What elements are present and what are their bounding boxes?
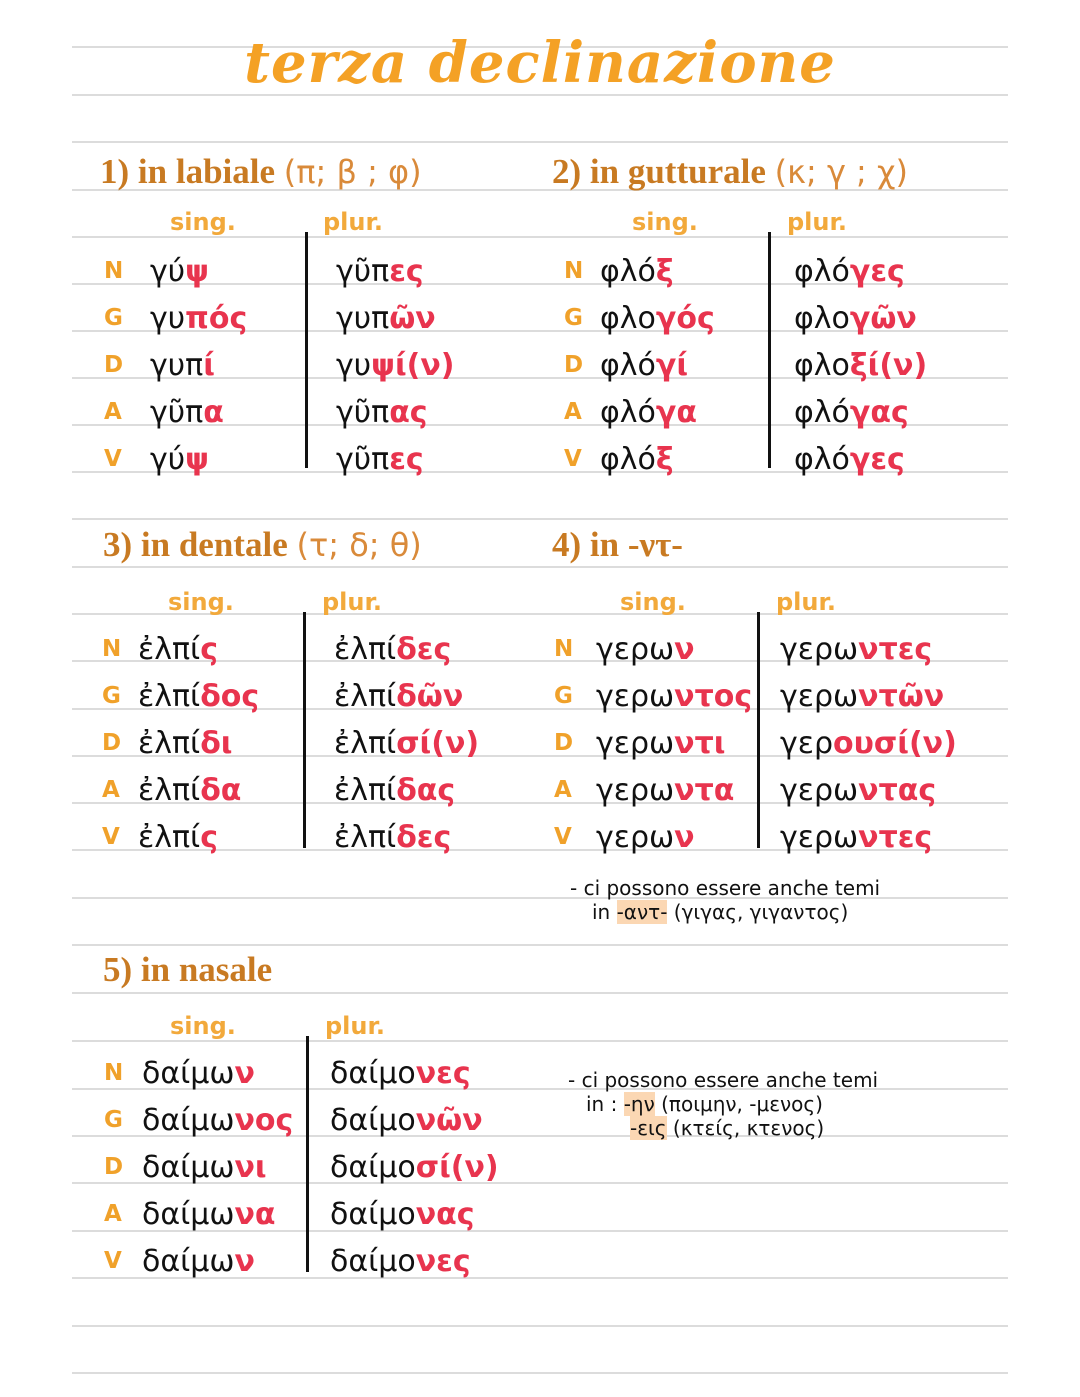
- stem: ἐλπί: [334, 726, 397, 761]
- stem: γερω: [780, 820, 859, 855]
- case-label: N: [104, 1060, 124, 1086]
- ending: νι: [234, 1150, 267, 1185]
- sing-form: [596, 773, 734, 808]
- case-label: N: [554, 636, 574, 662]
- plur-form: [794, 395, 909, 430]
- stem: γερω: [780, 632, 859, 667]
- plur-form: [334, 726, 479, 761]
- ending: νῶν: [415, 1103, 483, 1138]
- case-label: G: [554, 683, 573, 709]
- notebook-line: [72, 1325, 1008, 1327]
- ending: ας: [389, 395, 428, 430]
- section-title-dentale: [103, 525, 422, 565]
- case-label: A: [102, 777, 120, 803]
- case-label: D: [564, 352, 584, 378]
- note-highlight: -εις: [630, 1116, 667, 1140]
- stem: ἐλπί: [138, 726, 201, 761]
- sing-form: [596, 820, 695, 855]
- stem: γύ: [150, 254, 186, 289]
- plur-form: [794, 348, 927, 383]
- ending: ξί(ν): [849, 348, 928, 383]
- ending: ν: [674, 632, 695, 667]
- ending: ψί(ν): [371, 348, 455, 383]
- sing-form: [150, 254, 209, 289]
- section-letters: (τ; δ; θ): [296, 526, 422, 564]
- stem: γερω: [596, 726, 675, 761]
- stem: ἐλπί: [334, 820, 397, 855]
- stem: γυπ: [150, 348, 204, 383]
- ending: να: [234, 1197, 276, 1232]
- ending: ντος: [674, 679, 753, 714]
- ending: ντι: [674, 726, 726, 761]
- ending: νες: [415, 1244, 471, 1279]
- page-title: terza declinazione: [244, 30, 836, 96]
- case-label: V: [564, 446, 582, 472]
- stem: γερω: [780, 773, 859, 808]
- case-label: D: [554, 730, 574, 756]
- notebook-line: [72, 141, 1008, 143]
- ending: ντας: [858, 773, 937, 808]
- stem: φλο: [794, 301, 850, 336]
- plur-form: [780, 632, 932, 667]
- note-line: - ci possono essere anche temi: [570, 876, 881, 900]
- plur-form: [780, 679, 944, 714]
- stem: γῦπ: [336, 442, 390, 477]
- stem: δαίμο: [330, 1103, 416, 1138]
- sing-form: [138, 726, 233, 761]
- stem: γερω: [596, 632, 675, 667]
- plur-header: plur.: [325, 1012, 386, 1040]
- note-highlight: -αντ-: [616, 900, 668, 924]
- note-line: [568, 1116, 878, 1140]
- note-text: in :: [586, 1092, 624, 1116]
- ending: ῶν: [389, 301, 436, 336]
- case-label: G: [102, 683, 121, 709]
- column-divider: [757, 612, 760, 848]
- sing-form: [142, 1244, 255, 1279]
- ending: δα: [200, 773, 242, 808]
- case-label: A: [554, 777, 572, 803]
- stem: φλό: [600, 442, 656, 477]
- plur-header: plur.: [322, 588, 383, 616]
- case-label: D: [102, 730, 122, 756]
- sing-form: [150, 301, 247, 336]
- case-label: D: [104, 352, 124, 378]
- case-label: N: [564, 258, 584, 284]
- ending: ψ: [185, 442, 209, 477]
- case-label: G: [564, 305, 583, 331]
- ending: σί(ν): [415, 1150, 499, 1185]
- stem: φλο: [600, 301, 656, 336]
- ending: ες: [389, 254, 424, 289]
- stem: γῦπ: [336, 395, 390, 430]
- stem: δαίμω: [142, 1197, 235, 1232]
- ending: δος: [200, 679, 260, 714]
- plur-form: [794, 301, 917, 336]
- stem: δαίμο: [330, 1197, 416, 1232]
- ending: δες: [396, 632, 452, 667]
- section-label: 5) in nasale: [103, 950, 273, 989]
- section-title-labiale: [100, 152, 422, 192]
- stem: δαίμω: [142, 1244, 235, 1279]
- plur-form: [330, 1056, 471, 1091]
- ending: γας: [849, 395, 909, 430]
- ending: ς: [200, 632, 218, 667]
- section-label: 1) in labiale: [100, 152, 276, 191]
- sing-form: [596, 726, 725, 761]
- stem: δαίμο: [330, 1056, 416, 1091]
- stem: φλο: [794, 348, 850, 383]
- note-highlight: -ην: [623, 1092, 655, 1116]
- plur-header: plur.: [323, 208, 384, 236]
- stem: γυ: [336, 348, 372, 383]
- ending: ντῶν: [858, 679, 945, 714]
- section-label: 2) in gutturale: [552, 152, 766, 191]
- note-text: (γιγας, γιγαντος): [667, 900, 849, 924]
- ending: ν: [234, 1056, 255, 1091]
- stem: δαίμο: [330, 1244, 416, 1279]
- ending: γί: [655, 348, 689, 383]
- ending: γες: [849, 442, 905, 477]
- plur-header: plur.: [776, 588, 837, 616]
- plur-form: [794, 254, 905, 289]
- ending: ντα: [674, 773, 735, 808]
- stem: φλό: [794, 442, 850, 477]
- sing-form: [142, 1150, 267, 1185]
- sing-header: sing.: [620, 588, 686, 616]
- plur-form: [794, 442, 905, 477]
- sing-form: [600, 442, 674, 477]
- sing-form: [138, 820, 218, 855]
- sing-form: [138, 773, 241, 808]
- notebook-line: [72, 518, 1008, 520]
- plur-form: [330, 1150, 499, 1185]
- sing-form: [142, 1197, 276, 1232]
- stem: δαίμω: [142, 1103, 235, 1138]
- note-text: (κτείς, κτενος): [666, 1116, 825, 1140]
- stem: ἐλπί: [138, 679, 201, 714]
- plur-header: plur.: [787, 208, 848, 236]
- ending: ουσί(ν): [833, 726, 957, 761]
- section-title-nt: [552, 525, 683, 565]
- ending: δι: [200, 726, 233, 761]
- stem: γύ: [150, 442, 186, 477]
- ending: σί(ν): [396, 726, 480, 761]
- notebook-line: [72, 566, 1008, 568]
- ending: ντες: [858, 632, 933, 667]
- stem: γυ: [150, 301, 186, 336]
- case-label: A: [564, 399, 582, 425]
- note-line: - ci possono essere anche temi: [568, 1068, 879, 1092]
- sing-header: sing.: [170, 208, 236, 236]
- case-label: D: [104, 1154, 124, 1180]
- case-label: V: [104, 1248, 122, 1274]
- stem: γερω: [596, 679, 675, 714]
- note-text: (ποιμην, -μενος): [654, 1092, 823, 1116]
- plur-form: [334, 679, 463, 714]
- notebook-line: [72, 944, 1008, 946]
- sing-form: [150, 395, 224, 430]
- stem: ἐλπί: [334, 679, 397, 714]
- sing-header: sing.: [168, 588, 234, 616]
- ending: ντες: [858, 820, 933, 855]
- sing-header: sing.: [632, 208, 698, 236]
- stem: ἐλπί: [138, 820, 201, 855]
- stem: γερω: [596, 773, 675, 808]
- ending: γός: [655, 301, 715, 336]
- plur-form: [780, 820, 932, 855]
- stem: φλό: [794, 395, 850, 430]
- plur-form: [336, 301, 436, 336]
- sing-form: [138, 679, 259, 714]
- stem: γυπ: [336, 301, 390, 336]
- sing-form: [596, 632, 695, 667]
- sing-form: [600, 254, 674, 289]
- stem: γερω: [780, 679, 859, 714]
- case-label: A: [104, 1201, 122, 1227]
- ending: ξ: [655, 442, 674, 477]
- ending: δες: [396, 820, 452, 855]
- case-label: A: [104, 399, 122, 425]
- ending: ν: [674, 820, 695, 855]
- section-title-nasale: [103, 950, 272, 990]
- stem: φλό: [600, 395, 656, 430]
- sing-form: [600, 395, 697, 430]
- plur-form: [336, 348, 455, 383]
- ending: δας: [396, 773, 456, 808]
- plur-form: [780, 773, 936, 808]
- ending: γες: [849, 254, 905, 289]
- plur-form: [780, 726, 957, 761]
- section-letters: (κ; γ ; χ): [774, 153, 908, 191]
- plur-form: [330, 1103, 483, 1138]
- stem: δαίμο: [330, 1150, 416, 1185]
- sing-form: [596, 679, 752, 714]
- section-label: 3) in dentale: [103, 525, 288, 564]
- plur-form: [334, 632, 451, 667]
- note-nasale: [568, 1068, 878, 1140]
- section-label: 4) in -ντ-: [552, 525, 683, 564]
- plur-form: [334, 820, 451, 855]
- note-line: [570, 900, 880, 924]
- sing-form: [142, 1056, 255, 1091]
- stem: φλό: [794, 254, 850, 289]
- stem: φλό: [600, 348, 656, 383]
- stem: φλό: [600, 254, 656, 289]
- case-label: V: [104, 446, 122, 472]
- section-letters: (π; β ; φ): [283, 153, 422, 191]
- ending: ψ: [185, 254, 209, 289]
- case-label: V: [102, 824, 120, 850]
- sing-form: [138, 632, 218, 667]
- stem: δαίμω: [142, 1056, 235, 1091]
- note-line: [568, 1092, 878, 1116]
- case-label: N: [104, 258, 124, 284]
- stem: ἐλπί: [334, 773, 397, 808]
- ending: α: [203, 395, 224, 430]
- plur-form: [334, 773, 455, 808]
- ending: πός: [185, 301, 248, 336]
- stem: γῦπ: [336, 254, 390, 289]
- ending: γῶν: [849, 301, 917, 336]
- stem: ἐλπί: [138, 773, 201, 808]
- sing-form: [600, 301, 715, 336]
- notebook-line: [72, 236, 1008, 238]
- plur-form: [330, 1244, 471, 1279]
- case-label: V: [554, 824, 572, 850]
- plur-form: [336, 442, 424, 477]
- case-label: G: [104, 305, 123, 331]
- section-title-gutturale: [552, 152, 908, 192]
- column-divider: [306, 1036, 309, 1272]
- sing-form: [142, 1103, 293, 1138]
- ending: ν: [234, 1244, 255, 1279]
- stem: ἐλπί: [334, 632, 397, 667]
- ending: νος: [234, 1103, 294, 1138]
- ending: δῶν: [396, 679, 464, 714]
- notebook-line: [72, 992, 1008, 994]
- ending: ς: [200, 820, 218, 855]
- case-label: G: [104, 1107, 123, 1133]
- stem: ἐλπί: [138, 632, 201, 667]
- sing-form: [150, 348, 215, 383]
- ending: γα: [655, 395, 697, 430]
- sing-header: sing.: [170, 1012, 236, 1040]
- stem: γερω: [596, 820, 675, 855]
- ending: νας: [415, 1197, 475, 1232]
- plur-form: [330, 1197, 475, 1232]
- sing-form: [150, 442, 209, 477]
- ending: ξ: [655, 254, 674, 289]
- ending: ες: [389, 442, 424, 477]
- stem: δαίμω: [142, 1150, 235, 1185]
- notebook-line: [72, 1372, 1008, 1374]
- sing-form: [600, 348, 688, 383]
- note-nt: [570, 876, 880, 924]
- ending: νες: [415, 1056, 471, 1091]
- stem: γερ: [780, 726, 834, 761]
- case-label: N: [102, 636, 122, 662]
- notebook-line: [72, 1040, 1008, 1042]
- column-divider: [305, 232, 308, 468]
- stem: γῦπ: [150, 395, 204, 430]
- note-text: in: [592, 900, 617, 924]
- plur-form: [336, 254, 424, 289]
- ending: ί: [203, 348, 215, 383]
- column-divider: [768, 232, 771, 468]
- column-divider: [303, 612, 306, 848]
- plur-form: [336, 395, 428, 430]
